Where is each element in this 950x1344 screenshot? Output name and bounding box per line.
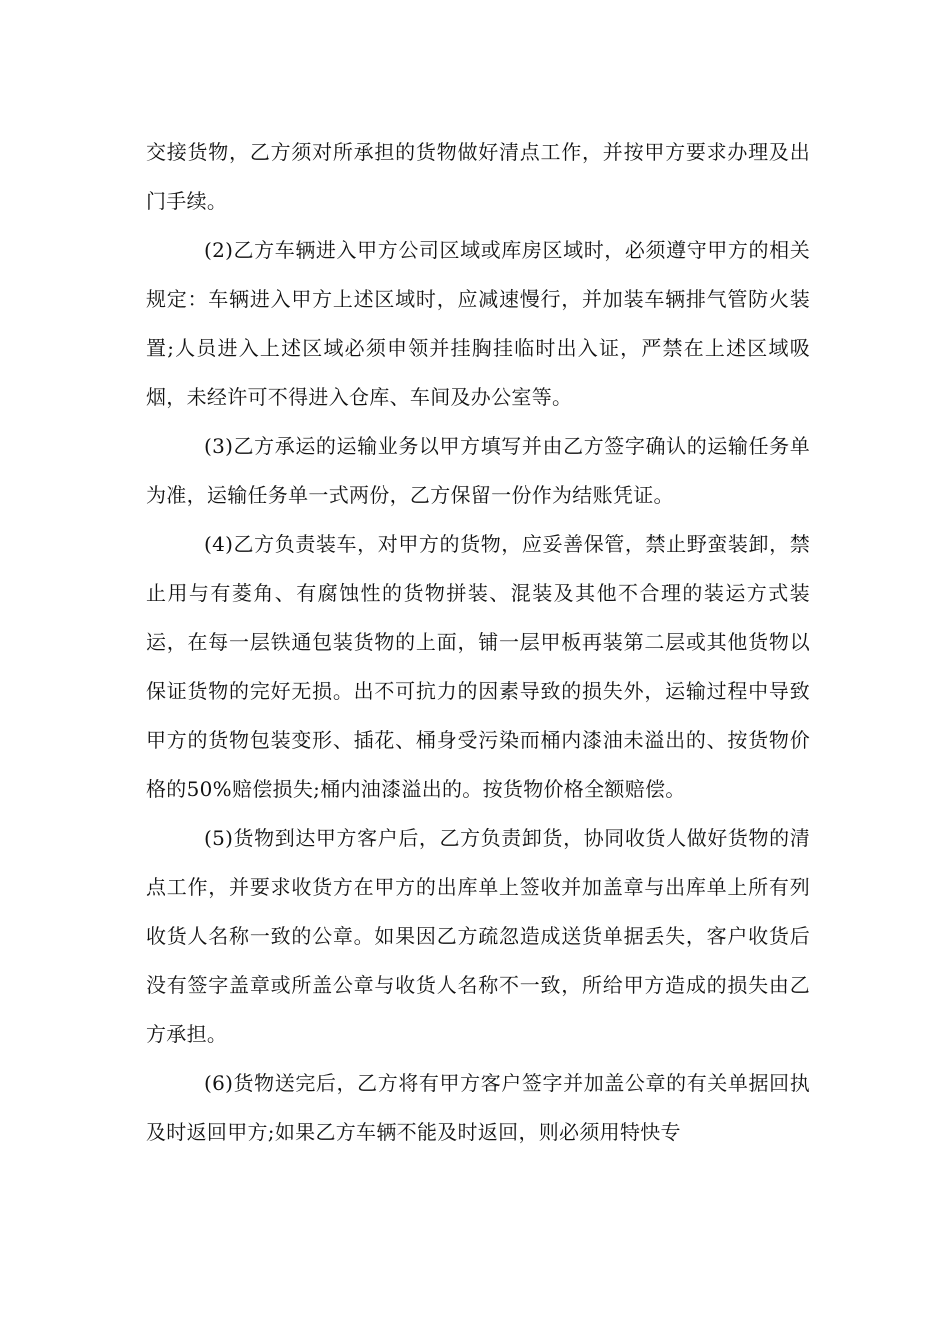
paragraph-5: (5)货物到达甲方客户后，乙方负责卸货，协同收货人做好货物的清点工作，并要求收货方在甲方的出库单上签收并加盖章与出库单上所有列收货人名称一致的公章。如果因乙方疏忽造成送货单据丢失，客户收货后没有签字盖章或所盖公章与收货人名称不一致，所给甲方造成的损失由乙方承担。 — [146, 826, 810, 1046]
paragraph-3: (3)乙方承运的运输业务以甲方填写并由乙方签字确认的运输任务单为准，运输任务单一式两份，乙方保留一份作为结账凭证。 — [146, 434, 810, 507]
paragraph-1: 交接货物，乙方须对所承担的货物做好清点工作，并按甲方要求办理及出门手续。 — [146, 140, 810, 213]
paragraph-4: (4)乙方负责装车，对甲方的货物，应妥善保管，禁止野蛮装卸，禁止用与有菱角、有腐蚀性的货物拼装、混装及其他不合理的装运方式装运，在每一层铁通包装货物的上面，铺一层甲板再装第二层或其他货物以保证货物的完好无损。出不可抗力的因素导致的损失外，运输过程中导致甲方的货物包装变形、插花、桶身受污染而桶内漆油未溢出的、按货物价格的50%赔偿损失;桶内油漆溢出的。按货物价格全额赔偿。 — [146, 532, 810, 801]
paragraph-6: (6)货物送完后，乙方将有甲方客户签字并加盖公章的有关单据回执及时返回甲方;如果乙方车辆不能及时返回，则必须用特快专 — [146, 1071, 810, 1144]
document-body — [146, 128, 810, 1157]
paragraph-2: (2)乙方车辆进入甲方公司区域或库房区域时，必须遵守甲方的相关规定：车辆进入甲方上述区域时，应减速慢行，并加装车辆排气管防火装置;人员进入上述区域必须申领并挂胸挂临时出入证，严禁在上述区域吸烟，未经许可不得进入仓库、车间及办公室等。 — [146, 238, 810, 409]
